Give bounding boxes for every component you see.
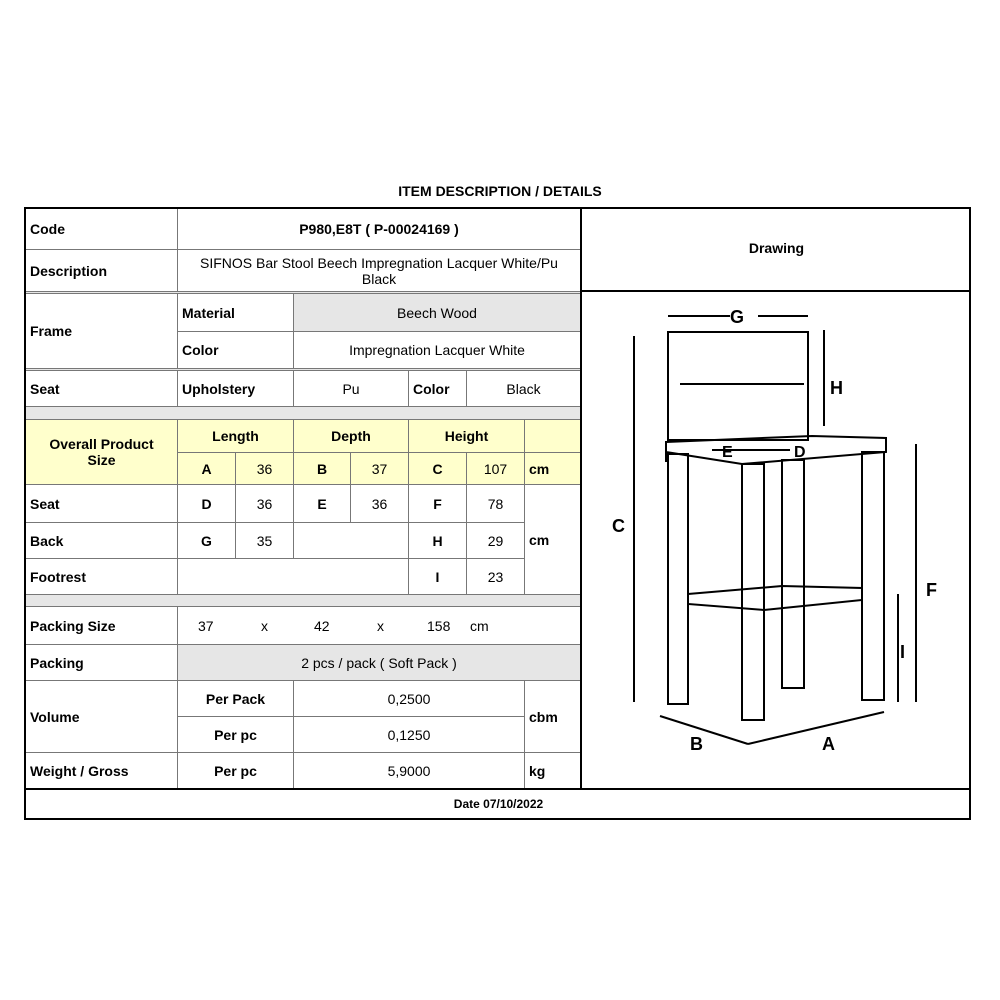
page-title: ITEM DESCRIPTION / DETAILS — [398, 183, 602, 199]
frame-color-label: Color — [177, 331, 293, 368]
seat-upholstery-value: Pu — [293, 371, 408, 406]
packing-value: 2 pcs / pack ( Soft Pack ) — [177, 644, 580, 680]
frame-color-value: Impregnation Lacquer White — [293, 331, 580, 368]
unit-header-empty — [524, 420, 580, 452]
packing-size-sep1: x — [261, 617, 268, 634]
length-header: Length — [177, 420, 293, 452]
volume-per-pc-value: 0,1250 — [293, 716, 524, 752]
weight-value: 5,9000 — [293, 752, 524, 788]
dim-d-letter: D — [177, 484, 235, 522]
code-label: Code — [30, 221, 65, 237]
stool-drawing — [582, 292, 972, 788]
dim-letter-i: I — [900, 642, 906, 662]
dim-letter-d: D — [794, 444, 806, 461]
weight-per-pc-label: Per pc — [177, 752, 293, 788]
dim-i-letter: I — [408, 558, 466, 594]
weight-label: Weight / Gross — [26, 752, 177, 788]
code-value: P980,E8T ( P-00024169 ) — [177, 209, 580, 249]
packing-size-value — [177, 607, 580, 644]
dim-e-value: 36 — [350, 484, 408, 522]
packing-size-sep2: x — [377, 617, 384, 634]
dim-letter-f: F — [926, 580, 937, 600]
packing-size-z: 158 — [427, 617, 451, 634]
row-separator — [26, 406, 580, 420]
frame-label: Frame — [30, 323, 73, 339]
dim-h-letter: H — [408, 522, 466, 558]
size-label: Overall Product Size — [26, 420, 177, 484]
packing-size-y: 42 — [314, 617, 330, 634]
volume-label: Volume — [26, 680, 177, 752]
dim-i-value: 23 — [466, 558, 524, 594]
volume-per-pack-value: 0,2500 — [293, 680, 524, 716]
seat-color-value: Black — [466, 371, 580, 406]
packing-size-label: Packing Size — [30, 617, 116, 634]
size-back-label: Back — [26, 522, 177, 558]
dim-b-value: 37 — [350, 452, 408, 484]
footer-date: Date 07/10/2022 — [453, 797, 544, 811]
dim-g-letter: G — [177, 522, 235, 558]
packing-label: Packing — [26, 644, 177, 680]
description-value: SIFNOS Bar Stool Beech Impregnation Lacquer White/Pu Black — [177, 249, 580, 291]
size-footrest-label: Footrest — [26, 558, 177, 594]
dim-letter-e: E — [722, 444, 733, 461]
dim-g-value: 35 — [235, 522, 293, 558]
volume-unit: cbm — [524, 680, 580, 752]
volume-per-pack-label: Per Pack — [177, 680, 293, 716]
description-label: Description — [26, 249, 177, 291]
packing-size-x: 37 — [198, 617, 214, 634]
size-unit-2: cm — [524, 484, 580, 594]
dim-letter-h: H — [830, 378, 843, 398]
height-header: Height — [408, 420, 524, 452]
weight-unit: kg — [524, 752, 580, 788]
seat-label: Seat — [30, 380, 60, 397]
dim-a-letter: A — [177, 452, 235, 484]
dim-c-letter: C — [408, 452, 466, 484]
dim-a-value: 36 — [235, 452, 293, 484]
depth-header: Depth — [293, 420, 408, 452]
size-unit: cm — [524, 452, 580, 484]
dim-c-value: 107 — [466, 452, 524, 484]
dim-letter-g: G — [730, 307, 745, 327]
seat-color-label: Color — [408, 371, 466, 406]
drawing-title: Drawing — [748, 240, 805, 256]
dim-f-letter: F — [408, 484, 466, 522]
row-separator — [26, 594, 580, 607]
dim-letter-a: A — [822, 734, 835, 754]
footrest-empty — [177, 558, 408, 594]
dim-b-letter: B — [293, 452, 350, 484]
dim-f-value: 78 — [466, 484, 524, 522]
seat-upholstery-label: Upholstery — [177, 371, 293, 406]
frame-material-value: Beech Wood — [293, 294, 580, 331]
back-empty — [293, 522, 408, 558]
dim-h-value: 29 — [466, 522, 524, 558]
dim-d-value: 36 — [235, 484, 293, 522]
dim-e-letter: E — [293, 484, 350, 522]
size-seat-label: Seat — [26, 484, 177, 522]
dim-letter-b: B — [690, 734, 703, 754]
volume-per-pc-label: Per pc — [177, 716, 293, 752]
frame-material-label: Material — [177, 294, 293, 331]
packing-size-unit: cm — [470, 617, 489, 634]
backrest-shape — [668, 332, 808, 440]
dim-letter-c: C — [612, 516, 625, 536]
